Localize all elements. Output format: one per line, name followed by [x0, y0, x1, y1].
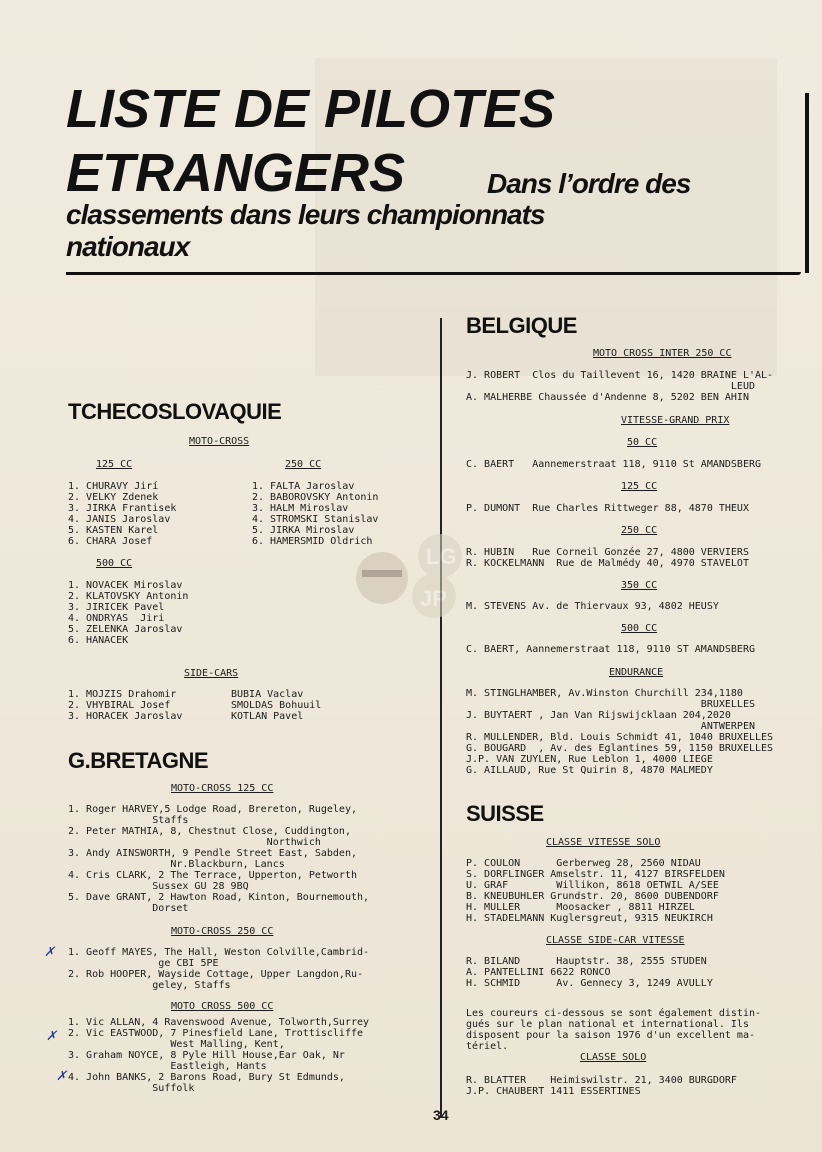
handwritten-mark-1: ✗: [44, 944, 55, 959]
ch-sidecar-label: CLASSE SIDE-CAR VITESSE: [546, 935, 685, 946]
watermark-portrait-head: [356, 552, 408, 604]
be-500-label: 500 CC: [621, 623, 658, 634]
ch-vitesse-label: CLASSE VITESSE SOLO: [546, 837, 661, 848]
gb-mx500-label: MOTO CROSS 500 CC: [171, 1001, 274, 1012]
be-500-list: C. BAERT, Aannemerstraat 118, 9110 ST AMANDSBERG: [466, 644, 755, 655]
watermark-portrait-glasses: [362, 570, 402, 577]
be-350-label: 350 CC: [621, 580, 658, 591]
be-inter250-label: MOTO CROSS INTER 250 CC: [593, 348, 732, 359]
tcheco-250-label: 250 CC: [285, 459, 322, 470]
gb-mx125-list: 1. Roger HARVEY,5 Lodge Road, Brereton, Rugeley, Staffs 2. Peter MATHIA, 8, Chestnut Close, Cuddington, Northwich 3. Andy AINSWORTH, 9 Pendle Street East, Sabden, Nr.Blackburn, Lancs 4. Cris CLARK, 2 The Terrace, Upperton, Petworth Sussex GU 28 9BQ 5. Dave GRANT, 2 Hawton Road, Kinton, Bournemouth, Dorset: [68, 804, 370, 914]
ch-solo-label: CLASSE SOLO: [580, 1052, 647, 1063]
be-250-list: R. HUBIN Rue Corneil Gonzée 27, 4800 VERVIERS R. KOCKELMANN Rue de Malmédy 40, 4970 STAVELOT: [466, 547, 749, 569]
watermark-text-lg: LG: [426, 544, 457, 569]
heading-gbretagne: G.BRETAGNE: [68, 748, 209, 773]
be-250-label: 250 CC: [621, 525, 658, 536]
ch-note: Les coureurs ci-dessous se sont également distin- gués sur le plan national et international. Ils disposent pour la saison 1976 d'un excellent ma- tériel.: [466, 1008, 762, 1052]
title-line-1: LISTE DE PILOTES: [66, 79, 556, 139]
title-frame-bottom: [66, 272, 801, 275]
tcheco-sidecar-drivers: 1. MOJZIS Drahomir 2. VHYBIRAL Josef 3. HORACEK Jaroslav: [68, 689, 183, 722]
be-gp-label: VITESSE-GRAND PRIX: [621, 415, 730, 426]
be-50-label: 50 CC: [627, 437, 658, 448]
subtitle-line-1: Dans l’ordre des: [487, 168, 691, 199]
be-125-label: 125 CC: [621, 481, 658, 492]
watermark-text-jp: JP: [420, 586, 447, 611]
subtitle-line-2: classements dans leurs championnats: [66, 199, 545, 230]
tcheco-sidecar-passengers: BUBIA Vaclav SMOLDAS Bohuuil KOTLAN Pavel: [231, 689, 322, 722]
tcheco-500-list: 1. NOVACEK Miroslav 2. KLATOVSKY Antonin 3. JIRICEK Pavel 4. ONDRYAS Jiri 5. ZELENKA Jaroslav 6. HANACEK: [68, 580, 189, 646]
tcheco-125-list: 1. CHURAVY Jirí 2. VELKY Zdenek 3. JIRKA Frantisek 4. JANIS Jaroslav 5. KASTEN Karel 6. CHARA Josef: [68, 481, 177, 547]
heading-tchecoslovaquie: TCHECOSLOVAQUIE: [68, 399, 282, 424]
lgjp-watermark: [348, 530, 470, 622]
title-line-2: ETRANGERS: [66, 143, 406, 203]
gb-mx125-label: MOTO-CROSS 125 CC: [171, 783, 274, 794]
gb-mx250-list: 1. Geoff MAYES, The Hall, Weston Colville,Cambrid- ge CBI 5PE 2. Rob HOOPER, Wayside Cottage, Upper Langdon,Ru- geley, Staffs: [68, 947, 370, 991]
be-350-list: M. STEVENS Av. de Thiervaux 93, 4802 HEUSY: [466, 601, 719, 612]
handwritten-mark-2: ✗: [46, 1028, 57, 1043]
be-inter250-list: J. ROBERT Clos du Taillevent 16, 1420 BRAINE L'AL- LEUD A. MALHERBE Chaussée d'Andenne 8, 5202 BEN AHIN: [466, 370, 774, 403]
subtitle-line-3: nationaux: [66, 231, 190, 262]
ch-solo-list: R. BLATTER Heimiswilstr. 21, 3400 BURGDORF J.P. CHAUBERT 1411 ESSERTINES: [466, 1075, 737, 1097]
tcheco-500-label: 500 CC: [96, 558, 133, 569]
tcheco-motocross-label: MOTO-CROSS: [189, 436, 250, 447]
column-divider: [440, 318, 442, 1118]
be-endurance-label: ENDURANCE: [609, 667, 664, 678]
heading-belgique: BELGIQUE: [466, 313, 577, 338]
handwritten-mark-3: ✗: [56, 1068, 67, 1083]
be-endurance-list: M. STINGLHAMBER, Av.Winston Churchill 234,1180 BRUXELLES J. BUYTAERT , Jan Van Rijswijcklaan 204,2020 ANTWERPEN R. MULLENDER, Bld. Louis Schmidt 41, 1040 BRUXELLES G. BOUGARD , Av. des Eglantines 59, 1150 BRUXELLES J.P. VAN ZUYLEN, Rue Leblon 1, 4000 LIEGE G. AILLAUD, Rue St Quirin 8, 4870 MALMEDY: [466, 688, 774, 776]
tcheco-250-list: 1. FALTA Jaroslav 2. BABOROVSKY Antonin 3. HALM Miroslav 4. STROMSKI Stanislav 5. JIRKA Miroslav 6. HAMERSMID Oldrich: [252, 481, 379, 547]
be-125-list: P. DUMONT Rue Charles Rittweger 88, 4870 THEUX: [466, 503, 749, 514]
page-number: 34: [433, 1107, 449, 1123]
gb-mx500-list: 1. Vic ALLAN, 4 Ravenswood Avenue, Tolworth,Surrey 2. Vic EASTWOOD, 7 Pinesfield Lane, Trottiscliffe West Malling, Kent, 3. Graham NOYCE, 8 Pyle Hill House,Ear Oak, Nr Eastleigh, Hants 4. John BANKS, 2 Barons Road, Bury St Edmunds, Suffolk: [68, 1017, 370, 1094]
heading-suisse: SUISSE: [466, 801, 544, 826]
be-50-list: C. BAERT Aannemerstraat 118, 9110 St AMANDSBERG: [466, 459, 762, 470]
title-frame-right: [805, 93, 809, 273]
ch-vitesse-list: P. COULON Gerberweg 28, 2560 NIDAU S. DORFLINGER Amselstr. 11, 4127 BIRSFELDEN U. GRAF Willikon, 8618 OETWIL A/SEE B. KNEUBUHLER Grundstr. 20, 8600 DUBENDORF H. MULLER Moosacker , 8811 HIRZEL H. STADELMANN Kuglersgreut, 9315 NEUKIRCH: [466, 858, 725, 924]
tcheco-sidecars-label: SIDE-CARS: [184, 668, 239, 679]
ch-sidecar-list: R. BILAND Hauptstr. 38, 2555 STUDEN A. PANTELLINI 6622 RONCO H. SCHMID Av. Gennecy 3, 1249 AVULLY: [466, 956, 713, 989]
gb-mx250-label: MOTO-CROSS 250 CC: [171, 926, 274, 937]
tcheco-125-label: 125 CC: [96, 459, 133, 470]
